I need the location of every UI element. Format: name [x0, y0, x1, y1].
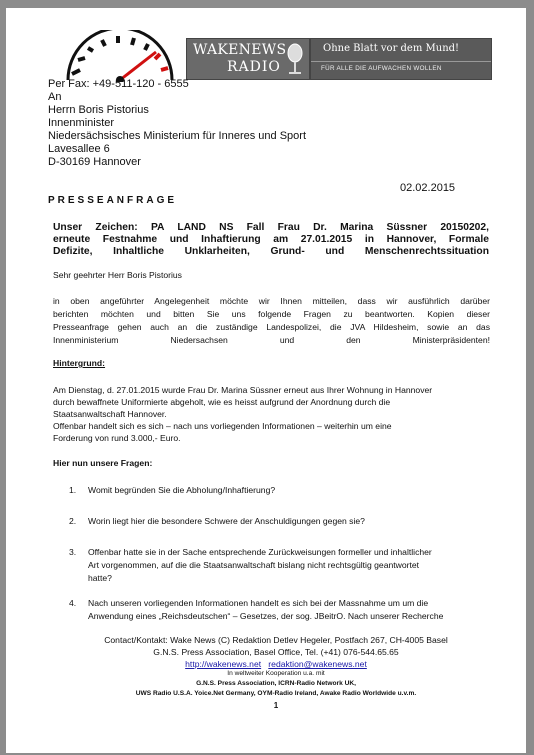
background-line-4: Offenbar handelt sich es sich – nach uns vorliegenden Informationen – weiterhin um eine	[53, 421, 392, 431]
question-3-line-1: Offenbar hatte sie in der Sache entsprechende Zurückweisungen formeller und inhaltlicher	[88, 547, 432, 557]
background-line-3: Staatsanwaltschaft Hannover.	[53, 409, 167, 419]
subject-line-2: erneute Festnahme und Inhaftierung am 27.01.2015 in Hannover, Formale	[53, 234, 489, 245]
recipient-ministry: Niedersächsisches Ministerium für Inneres und Sport	[48, 130, 307, 142]
brand-sub: RADIO	[227, 59, 281, 75]
website-link[interactable]: http://wakenews.net	[185, 659, 262, 669]
question-4-line-2: Anwendung eines „Reichsdeutschen“ – Gesetzes, der sog. JBeitrO. Nach unserer Recherche	[88, 611, 444, 621]
question-3-line-3: hatte?	[88, 573, 112, 583]
background-heading: Hintergrund:	[53, 358, 106, 368]
document-page	[6, 8, 526, 753]
recipient-title: Innenminister	[48, 117, 115, 129]
background-line-5: Forderung von rund 3.000,- Euro.	[53, 433, 181, 443]
salutation: Sehr geehrter Herr Boris Pistorius	[53, 270, 182, 280]
background-line-2: durch bewaffnete Uniformierte abgeholt, wie es heisst aufgrund der Anordnung durch die	[53, 397, 391, 407]
question-number: 2.	[69, 516, 77, 526]
questions-heading: Hier nun unsere Fragen:	[53, 458, 153, 468]
background-line-1: Am Dienstag, d. 27.01.2015 wurde Frau Dr. Marina Süssner erneut aus Ihrer Wohnung in Hannover	[53, 385, 433, 395]
footer-press: G.N.S. Press Association, Basel Office, Tel. (+41) 076-544.65.65	[153, 647, 399, 657]
brand-name: WAKENEWS	[193, 42, 287, 58]
brand-logo-box	[186, 38, 310, 80]
page-number: 1	[273, 701, 279, 710]
subject-line-1: Unser Zeichen: PA LAND NS Fall Frau Dr. Marina Süssner 20150202,	[53, 222, 489, 233]
question-2-text: Worin liegt hier die besondere Schwere der Anschuldigungen gegen sie?	[88, 516, 365, 526]
question-1-text: Womit begründen Sie die Abholung/Inhaftierung?	[88, 485, 276, 495]
slogan: FÜR ALLE DIE AUFWACHEN WOLLEN	[321, 65, 442, 72]
footer-cooperation: In weltweiter Kooperation u.a. mit	[227, 670, 325, 677]
question-4-line-1: Nach unseren vorliegenden Informationen handelt es sich bei der Massnahme um um die	[88, 598, 429, 608]
recipient-name: Herrn Boris Pistorius	[48, 104, 149, 116]
question-number: 3.	[69, 547, 77, 557]
intro-line-4: Innenministerium Niedersachsen und den Ministerpräsidenten!	[53, 335, 490, 345]
intro-line-2: berichten möchten und bitten Sie uns folgende Fragen zu beantworten. Kopien dieser	[53, 309, 490, 319]
intro-line-1: in oben angeführter Angelegenheit möchte wir Ihnen mitteilen, dass wir ausführlich darüber	[53, 296, 490, 306]
footer-links	[46, 659, 506, 669]
intro-line-3: Presseanfrage gehen auch an die zuständige Landespolizei, die JVA Hildesheim, sowie an das	[53, 322, 490, 332]
document-heading: PRESSEANFRAGE	[48, 195, 178, 206]
microphone-icon	[284, 42, 306, 76]
letter-date: 02.02.2015	[400, 182, 456, 194]
recipient-street: Lavesallee 6	[48, 143, 110, 155]
question-number: 1.	[69, 485, 77, 495]
tagline-box	[310, 38, 492, 80]
subject-line-3: Defizite, Inhaltliche Unklarheiten, Grund- und Menschenrechtssituation	[53, 246, 489, 257]
recipient-an: An	[48, 91, 62, 103]
header-banner	[60, 30, 490, 82]
footer-partners-2: UWS Radio U.S.A. Yoice.Net Germany, OYM-Radio Ireland, Awake Radio Worldwide u.v.m.	[135, 690, 417, 697]
tagline-divider	[311, 61, 491, 62]
fax-number: Per Fax: +49-511-120 - 6555	[48, 78, 189, 90]
tagline: Ohne Blatt vor dem Mund!	[323, 43, 460, 54]
question-3-line-2: Art vorgenommen, auf die die Staatsanwaltschaft bislang nicht rechtsgültig geantwortet	[88, 560, 420, 570]
footer-contact: Contact/Kontakt: Wake News (C) Redaktion Detlev Hegeler, Postfach 267, CH-4005 Basel	[104, 635, 448, 645]
footer-partners-1: G.N.S. Press Association, ICRN-Radio Network UK,	[196, 680, 356, 687]
email-link[interactable]: redaktion@wakenews.net	[268, 659, 367, 669]
recipient-city: D-30169 Hannover	[48, 156, 141, 168]
speedometer-gauge-icon	[60, 30, 178, 82]
question-number: 4.	[69, 598, 77, 608]
